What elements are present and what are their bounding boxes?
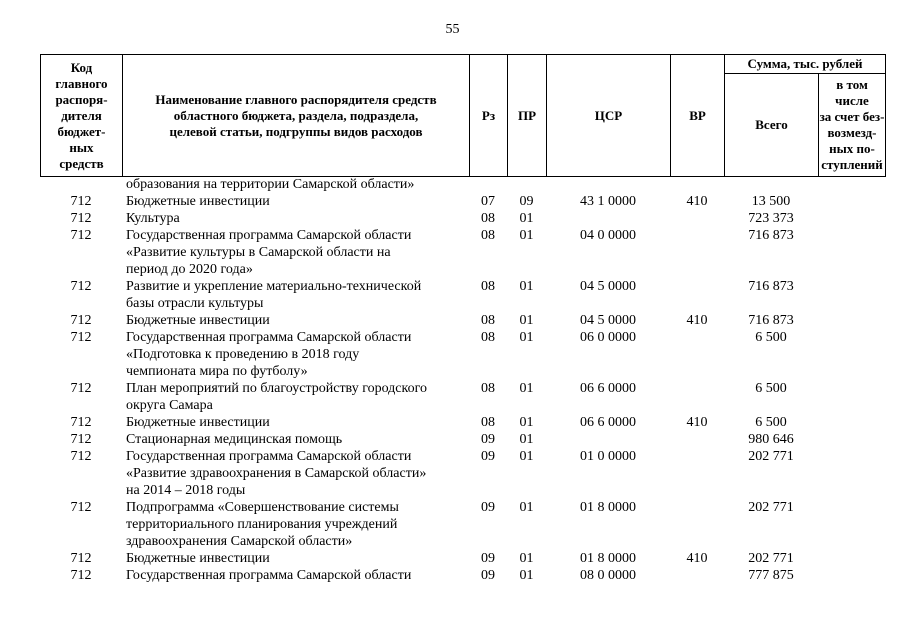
- cell-vr: [670, 176, 724, 193]
- page-number: 55: [445, 22, 460, 37]
- cell-pr: 01: [519, 279, 534, 294]
- cell-name: Государственная программа Самарской области «Подготовка к проведению в 2018 году чемпионата мира по футболу»: [126, 330, 412, 379]
- table-row: [40, 499, 885, 550]
- cell-total: 6 500: [755, 415, 787, 430]
- cell-incl: [818, 227, 885, 278]
- cell-csr: 04 5 0000: [580, 279, 636, 294]
- cell-code: 712: [70, 500, 92, 515]
- cell-name: Стационарная медицинская помощь: [126, 432, 343, 447]
- cell-code: 712: [70, 228, 92, 243]
- cell-vr: [670, 499, 724, 550]
- cell-name: Бюджетные инвестиции: [126, 415, 270, 430]
- cell-rz: 09: [481, 568, 495, 583]
- cell-pr: [507, 176, 546, 193]
- cell-code: [40, 176, 122, 193]
- cell-vr: [670, 448, 724, 499]
- header-vr: ВР: [671, 55, 725, 177]
- cell-csr: 06 6 0000: [580, 381, 636, 396]
- cell-code: 712: [70, 313, 92, 328]
- cell-name: Культура: [126, 211, 180, 226]
- cell-pr: 01: [519, 381, 534, 396]
- cell-rz: 09: [481, 432, 495, 447]
- cell-code: 712: [70, 330, 92, 345]
- cell-name: Государственная программа Самарской области «Развитие культуры в Самарской области на период до 2020 года»: [126, 228, 412, 277]
- cell-rz: 09: [481, 449, 495, 464]
- header-name: Наименование главного распорядителя средств областного бюджета, раздела, подраздела, целевой статьи, подгруппы видов расходов: [123, 55, 470, 177]
- table-row: [40, 312, 885, 329]
- cell-rz: 08: [481, 228, 495, 243]
- cell-csr: 04 0 0000: [580, 228, 636, 243]
- budget-table: [40, 176, 885, 584]
- table-row: [40, 380, 885, 414]
- cell-name: Бюджетные инвестиции: [126, 194, 270, 209]
- cell-vr: [670, 431, 724, 448]
- header-pr: ПР: [508, 55, 547, 177]
- cell-code: 712: [70, 381, 92, 396]
- cell-pr: 01: [519, 330, 534, 345]
- cell-total: 202 771: [748, 500, 794, 515]
- cell-pr: 01: [519, 415, 534, 430]
- cell-csr: 06 6 0000: [580, 415, 636, 430]
- cell-code: 712: [70, 415, 92, 430]
- cell-pr: 01: [519, 500, 534, 515]
- cell-pr: 01: [519, 211, 534, 226]
- cell-vr: [670, 210, 724, 227]
- cell-csr: 01 0 0000: [580, 449, 636, 464]
- cell-total: 6 500: [755, 381, 787, 396]
- cell-name: План мероприятий по благоустройству городского округа Самара: [126, 381, 427, 413]
- cell-name: Государственная программа Самарской области «Развитие здравоохранения в Самарской области» на 2014 – 2018 годы: [126, 449, 427, 498]
- table-row: [40, 278, 885, 312]
- cell-incl: [818, 210, 885, 227]
- cell-incl: [818, 193, 885, 210]
- cell-vr: 410: [686, 551, 708, 566]
- cell-vr: [670, 227, 724, 278]
- cell-incl: [818, 431, 885, 448]
- cell-code: 712: [70, 279, 92, 294]
- cell-code: 712: [70, 194, 92, 209]
- cell-rz: 08: [481, 415, 495, 430]
- cell-csr: 43 1 0000: [580, 194, 636, 209]
- cell-pr: 09: [519, 194, 534, 209]
- cell-rz: 08: [481, 211, 495, 226]
- cell-name: Бюджетные инвестиции: [126, 313, 270, 328]
- cell-pr: 01: [519, 228, 534, 243]
- cell-pr: 01: [519, 432, 534, 447]
- cell-name: Подпрограмма «Совершенствование системы территориального планирования учреждений здравоохранения Самарской области»: [126, 500, 399, 549]
- cell-incl: [818, 567, 885, 584]
- cell-csr: [546, 210, 670, 227]
- table-row: [40, 176, 885, 193]
- cell-vr: 410: [686, 313, 708, 328]
- cell-rz: 08: [481, 381, 495, 396]
- cell-rz: 08: [481, 313, 495, 328]
- cell-total: 716 873: [748, 313, 794, 328]
- cell-total: 202 771: [748, 551, 794, 566]
- cell-code: 712: [70, 432, 92, 447]
- table-row: [40, 414, 885, 431]
- header-sum-title: Сумма, тыс. рублей: [725, 55, 886, 74]
- cell-code: 712: [70, 211, 92, 226]
- cell-csr: [546, 176, 670, 193]
- cell-pr: 01: [519, 313, 534, 328]
- table-row: [40, 550, 885, 567]
- table-row: [40, 329, 885, 380]
- cell-rz: 09: [481, 551, 495, 566]
- cell-code: 712: [70, 568, 92, 583]
- cell-pr: 01: [519, 568, 534, 583]
- cell-csr: [546, 431, 670, 448]
- cell-pr: 01: [519, 551, 534, 566]
- cell-vr: [670, 380, 724, 414]
- cell-csr: 01 8 0000: [580, 551, 636, 566]
- header-code: Код главного распоря- дителя бюджет- ных средств: [41, 55, 123, 177]
- cell-name: Государственная программа Самарской области: [126, 568, 412, 583]
- cell-rz: 09: [481, 500, 495, 515]
- cell-total: 980 646: [748, 432, 794, 447]
- cell-total: 6 500: [755, 330, 787, 345]
- header-rz: Рз: [470, 55, 508, 177]
- cell-code: 712: [70, 449, 92, 464]
- cell-name: образования на территории Самарской области»: [126, 177, 415, 192]
- cell-incl: [818, 499, 885, 550]
- table-row: [40, 210, 885, 227]
- cell-vr: [670, 329, 724, 380]
- table-row: [40, 431, 885, 448]
- cell-vr: 410: [686, 194, 708, 209]
- cell-code: 712: [70, 551, 92, 566]
- cell-total: 13 500: [751, 194, 791, 209]
- cell-incl: [818, 278, 885, 312]
- table-row: [40, 227, 885, 278]
- cell-total: 716 873: [748, 279, 794, 294]
- cell-vr: [670, 567, 724, 584]
- cell-incl: [818, 329, 885, 380]
- cell-incl: [818, 448, 885, 499]
- cell-rz: [469, 176, 507, 193]
- cell-rz: 07: [481, 194, 495, 209]
- table-header: [40, 54, 886, 177]
- cell-vr: [670, 278, 724, 312]
- cell-vr: 410: [686, 415, 708, 430]
- cell-total: 723 373: [748, 211, 794, 226]
- table-row: [40, 567, 885, 584]
- cell-total: 777 875: [748, 568, 794, 583]
- cell-name: Развитие и укрепление материально-технической базы отрасли культуры: [126, 279, 422, 311]
- cell-rz: 08: [481, 330, 495, 345]
- cell-total: 716 873: [748, 228, 794, 243]
- cell-incl: [818, 380, 885, 414]
- cell-total: [724, 176, 818, 193]
- header-csr: ЦСР: [547, 55, 671, 177]
- cell-csr: 01 8 0000: [580, 500, 636, 515]
- cell-incl: [818, 550, 885, 567]
- cell-incl: [818, 176, 885, 193]
- cell-pr: 01: [519, 449, 534, 464]
- cell-total: 202 771: [748, 449, 794, 464]
- cell-rz: 08: [481, 279, 495, 294]
- cell-name: Бюджетные инвестиции: [126, 551, 270, 566]
- cell-incl: [818, 414, 885, 431]
- header-incl: в том числе за счет без- возмезд- ных по- ступлений: [819, 74, 886, 177]
- table-row: [40, 193, 885, 210]
- cell-csr: 08 0 0000: [580, 568, 636, 583]
- cell-incl: [818, 312, 885, 329]
- table-row: [40, 448, 885, 499]
- header-total: Всего: [725, 74, 819, 177]
- cell-csr: 06 0 0000: [580, 330, 636, 345]
- cell-csr: 04 5 0000: [580, 313, 636, 328]
